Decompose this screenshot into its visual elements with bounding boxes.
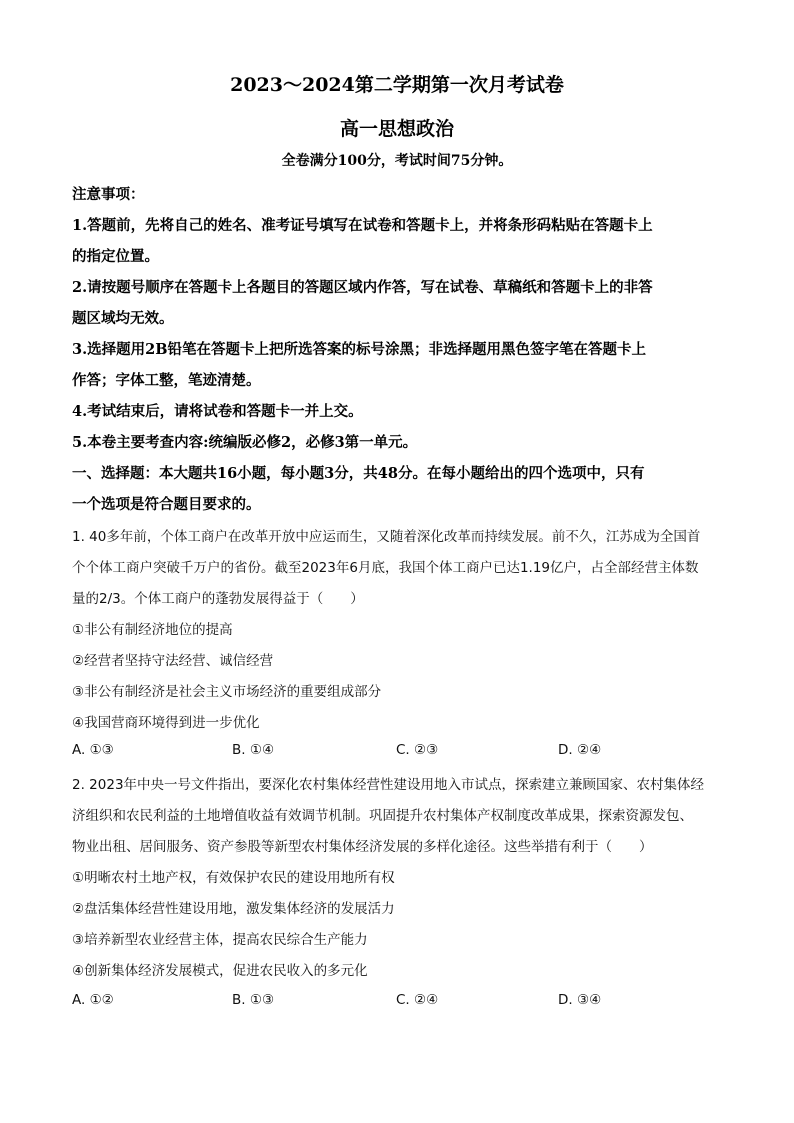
note-line: 5.本卷主要考查内容:统编版必修2，必修3第一单元。: [72, 434, 418, 451]
exam-title: 2023～2024第二学期第一次月考试卷: [230, 74, 564, 96]
option-b: B. ①④: [232, 742, 275, 758]
option-c: C. ②④: [396, 992, 439, 1008]
option-c: C. ②③: [396, 742, 439, 758]
option-b: B. ①③: [232, 992, 275, 1008]
option-a: A. ①③: [72, 742, 114, 758]
option-d: D. ③④: [558, 992, 602, 1008]
question-stem-line: 个个体工商户突破千万户的省份。截至2023年6月底，我国个体工商户已达1.19亿户，占全部经营主体数: [72, 560, 699, 576]
statement-item: ②盘活集体经营性建设用地，激发集体经济的发展活力: [72, 901, 395, 917]
note-line: 1.答题前，先将自己的姓名、准考证号填写在试卷和答题卡上，并将条形码粘贴在答题卡上: [72, 217, 653, 234]
note-line: 题区域均无效。: [72, 310, 174, 327]
note-line: 2.请按题号顺序在答题卡上各题目的答题区域内作答，写在试卷、草稿纸和答题卡上的非答: [72, 279, 653, 296]
statement-item: ③非公有制经济是社会主义市场经济的重要组成部分: [72, 684, 382, 700]
statement-item: ③培养新型农业经营主体，提高农民综合生产能力: [72, 932, 368, 948]
question-stem-line: 1. 40多年前，个体工商户在改革开放中应运而生，又随着深化改革而持续发展。前不久，江苏成为全国首: [72, 529, 701, 545]
question-stem-line: 2. 2023年中央一号文件指出，要深化农村集体经营性建设用地入市试点，探索建立兼顾国家、农村集体经: [72, 777, 705, 793]
statement-item: ④创新集体经济发展模式，促进农民收入的多元化: [72, 963, 368, 979]
note-line: 4.考试结束后，请将试卷和答题卡一并上交。: [72, 403, 363, 420]
question-stem-line: 济组织和农民利益的土地增值收益有效调节机制。巩固提升农村集体产权制度改革成果，探索资源发包、: [72, 808, 693, 824]
exam-info: 全卷满分100分，考试时间75分钟。: [281, 153, 513, 169]
question-stem-line: 物业出租、居间服务、资产参股等新型农村集体经济发展的多样化途径。这些举措有利于（ ）: [72, 839, 653, 855]
section-heading: 一、选择题：本大题共16小题，每小题3分，共48分。在每小题给出的四个选项中，只有: [72, 465, 645, 482]
option-d: D. ②④: [558, 742, 602, 758]
note-line: 作答；字体工整，笔迹清楚。: [72, 372, 261, 389]
note-line: 3.选择题用2B铅笔在答题卡上把所选答案的标号涂黑；非选择题用黑色签字笔在答题卡上: [72, 341, 646, 358]
statement-item: ①明晰农村土地产权，有效保护农民的建设用地所有权: [72, 870, 395, 886]
section-heading: 一个选项是符合题目要求的。: [72, 496, 261, 513]
note-line: 的指定位置。: [72, 248, 159, 265]
statement-item: ④我国营商环境得到进一步优化: [72, 715, 260, 731]
subject-title: 高一思想政治: [339, 118, 454, 140]
statement-item: ②经营者坚持守法经营、诚信经营: [72, 653, 274, 669]
question-stem-line: 量的2/3。个体工商户的蓬勃发展得益于（ ）: [72, 591, 364, 607]
option-a: A. ①②: [72, 992, 114, 1008]
statement-item: ①非公有制经济地位的提高: [72, 622, 233, 638]
notes-heading: 注意事项：: [72, 186, 145, 203]
